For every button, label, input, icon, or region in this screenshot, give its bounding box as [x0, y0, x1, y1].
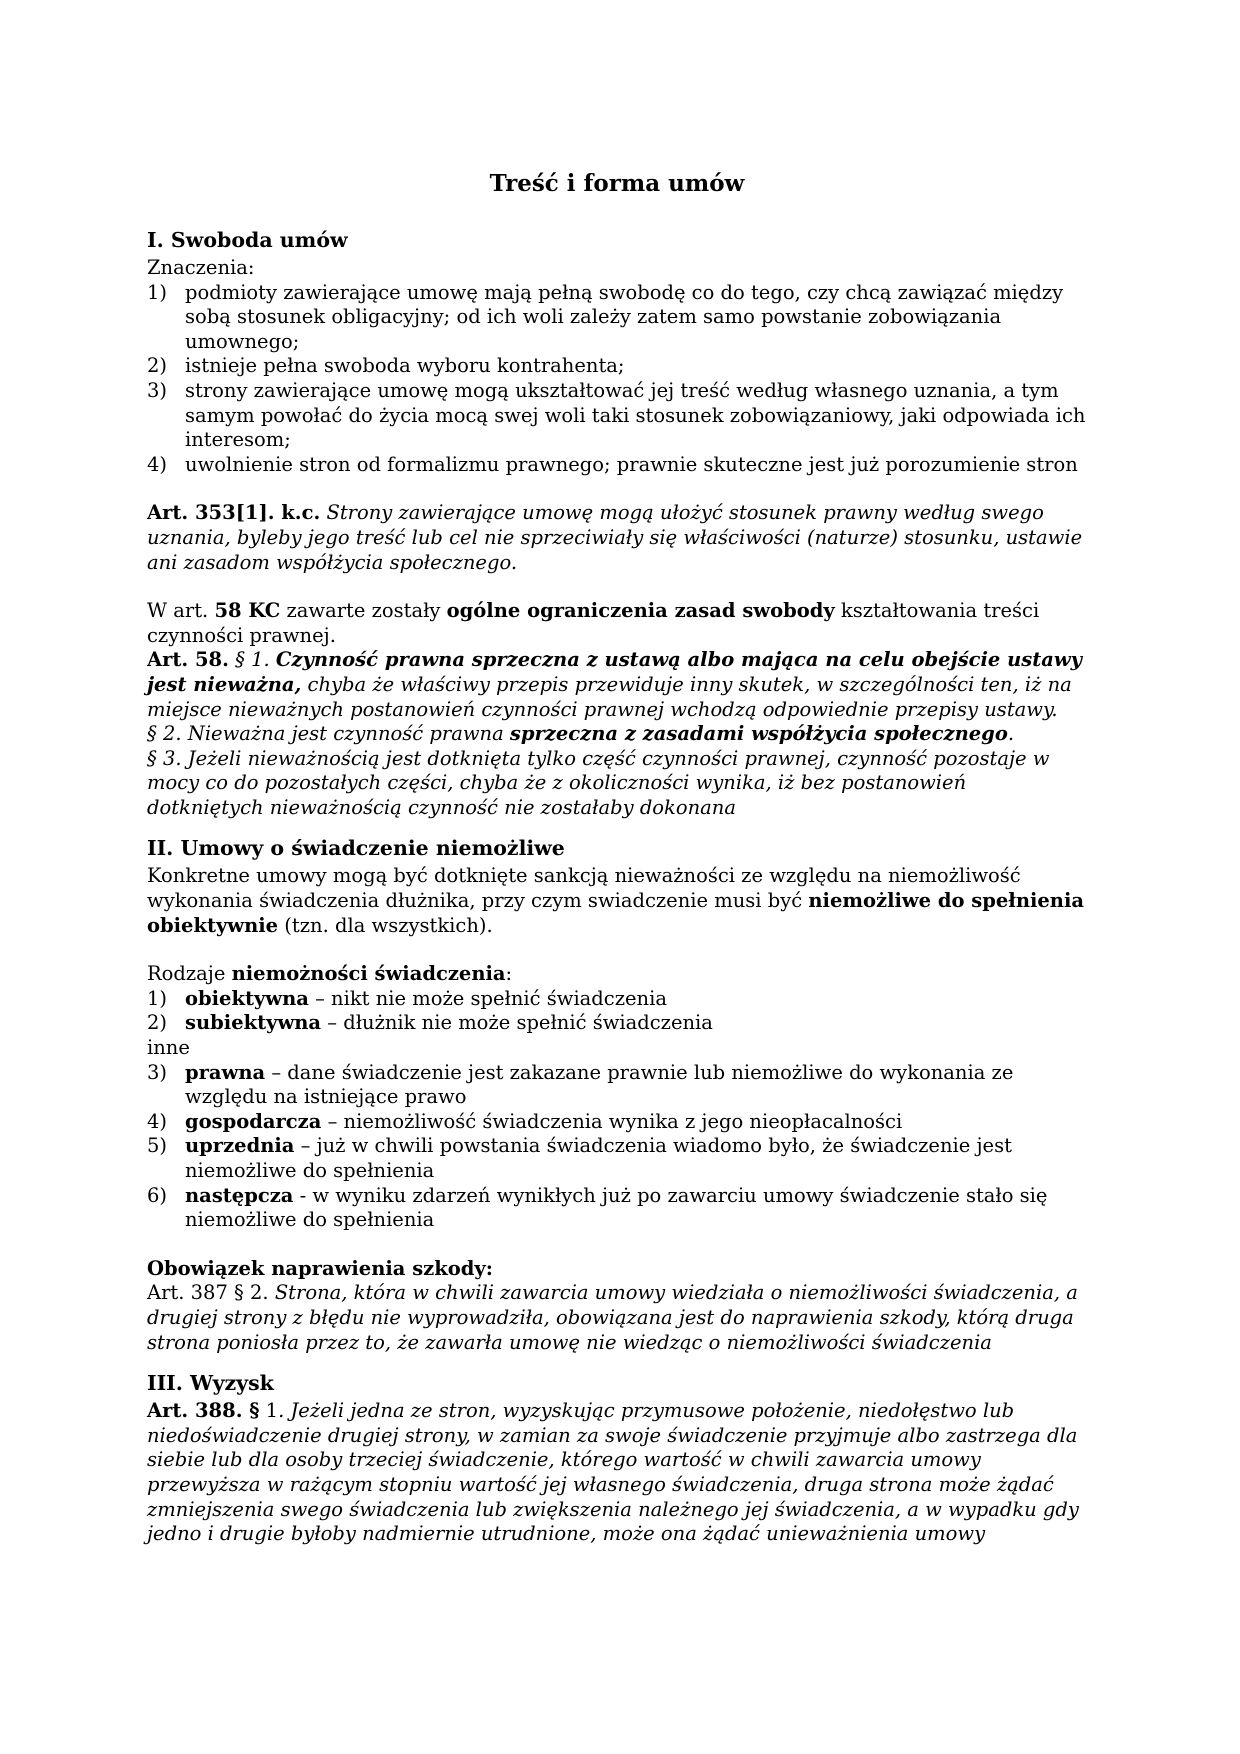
list-item [147, 453, 1087, 478]
text-fragment: : [505, 962, 513, 986]
list-number: 3) [147, 378, 168, 402]
text-fragment: niemożliwe do spełnienia obiektywnie [147, 889, 1085, 937]
list-number: 5) [147, 1134, 168, 1158]
list-number: 1) [147, 280, 168, 304]
list-item [147, 1061, 1087, 1110]
list-item [147, 1110, 1087, 1135]
document-page [147, 160, 1087, 1547]
list-item [147, 281, 1087, 355]
obowiazek-heading [147, 1257, 1087, 1282]
document-title: Treść i forma umów [489, 170, 745, 197]
list-text: uwolnienie stron od formalizmu prawnego; prawnie skuteczne jest już porozumienie stron [185, 452, 1078, 476]
text-fragment: kształtowania treści czynności prawnej. [147, 599, 1040, 647]
text-fragment: Obowiązek naprawienia szkody: [147, 1256, 493, 1280]
art-388-label: Art. 388. § [147, 1399, 260, 1423]
inne-label: inne [147, 1036, 190, 1060]
text-fragment: 58 KC [214, 599, 281, 623]
list-text: – dane świadczenie jest zakazane prawnie lub niemożliwe do wykonania ze względu na istniejące prawo [185, 1060, 1014, 1109]
list-number: 4) [147, 452, 168, 476]
list-number: 2) [147, 1011, 168, 1035]
list-term: uprzednia [185, 1134, 295, 1158]
intro-text: Znaczenia: [147, 256, 255, 279]
list-item [147, 354, 1087, 379]
list-number: 6) [147, 1183, 168, 1207]
art-58-par-1 [147, 648, 1087, 722]
list-number: 4) [147, 1109, 168, 1133]
text-fragment: zawarte zostały [286, 599, 441, 623]
meanings-list [147, 281, 1087, 478]
art-353-paragraph [147, 501, 1087, 575]
art-58-label: Art. 58. [147, 648, 229, 672]
list-text: - w wyniku zdarzeń wynikłych już po zawarciu umowy świadczenie stało się niemożliwe do spełnienia [185, 1183, 1048, 1232]
art-387-paragraph [147, 1281, 1087, 1355]
list-text: – dłużnik nie może spełnić świadczenia [327, 1011, 713, 1035]
list-text: strony zawierające umowę mogą ukształtować jej treść według własnego uznania, a tym samym powołać do życia mocą swej woli taki stosunek zobowiązaniowy, jaki odpowiada ich interesom; [185, 378, 1086, 452]
types-list-b [147, 1061, 1087, 1233]
list-term: gospodarcza [185, 1109, 322, 1133]
text-fragment: Czynność prawna sprzeczna z ustawą albo mająca na celu obejście ustawy jest nieważna, [147, 648, 1082, 696]
text-fragment: § 2. Nieważna jest czynność prawna [147, 722, 504, 746]
list-number: 2) [147, 354, 168, 378]
text-fragment: (tzn. dla wszystkich). [284, 913, 493, 937]
art-387-label: Art. 387 § 2. [147, 1281, 269, 1305]
list-text: – nikt nie może spełnić świadczenia [315, 986, 667, 1010]
section-heading-swoboda: I. Swoboda umów [147, 228, 348, 252]
list-item [147, 379, 1087, 453]
text-fragment: 1 [265, 1399, 279, 1423]
list-text: podmioty zawierające umowę mają pełną swobodę co do tego, czy chcą zawiązać między sobą stosunek obligacyjny; od ich woli zależy zatem samo powstanie zobowiązania umownego; [185, 280, 1064, 353]
list-term: prawna [185, 1060, 266, 1084]
text-fragment: Rodzaje [147, 962, 226, 986]
list-term: subiektywna [185, 1011, 322, 1035]
art-58-par-3: § 3. Jeżeli nieważnością jest dotknięta tylko część czynności prawnej, czynność pozostaje w mocy co do pozostałych części, chyba że z okoliczności wynika, iż bez postanowień dotkniętych nieważnością czynność nie zostałaby dokonana [147, 746, 1050, 819]
list-item [147, 1134, 1087, 1183]
list-item [147, 987, 1087, 1012]
section-heading-niemozliwe: II. Umowy o świadczenie niemożliwe [147, 836, 565, 861]
types-list-a [147, 987, 1087, 1036]
text-fragment: § 1. [235, 648, 270, 672]
text-fragment: W art. [147, 599, 209, 623]
types-intro [147, 962, 1087, 987]
list-number: 3) [147, 1060, 168, 1084]
art-353-text: Strony zawierające umowę mogą ułożyć stosunek prawny według swego uznania, byleby jego treść lub cel nie sprzeciwiały się właściwości (naturze) stosunku, ustawie ani zasadom współżycia społecznego. [147, 501, 1083, 574]
list-text: – już w chwili powstania świadczenia wiadomo było, że świadczenie jest niemożliwe do spełnienia [185, 1134, 1012, 1182]
art-388-text: . Jeżeli jedna ze stron, wyzyskując przymusowe położenie, niedołęstwo lub niedoświadczenie drugiej strony, w zamian za swoje świadczenie przyjmuje albo zastrzega dla siebie lub dla osoby trzeciej świadczenie, którego wartość w chwili zawarcia umowy przewyższa w rażącym stopniu wartość jej własnego świadczenia, druga strona może żądać zmniejszenia swego świadczenia lub zwiększenia należnego jej świadczenia, a w wypadku gdy jedno i drugie byłoby nadmiernie utrudnione, może ona żądać unieważnienia umowy [147, 1399, 1079, 1546]
art-387-text: Strona, która w chwili zawarcia umowy wiedziała o niemożliwości świadczenia, a drugiej strony z błędu nie wyprowadziła, obowiązana jest do naprawienia szkody, którą druga strona poniosła przez to, że zawarła umowę nie wiedząc o niemożliwości świadczenia [147, 1281, 1078, 1354]
text-fragment: niemożności świadczenia [231, 962, 506, 986]
art-353-label: Art. 353[1]. k.c. [147, 501, 321, 525]
text-fragment: chyba że właściwy przepis przewiduje inny skutek, w szczególności ten, iż na miejsce nieważnych postanowień czynności prawnej wchodzą odpowiednie przepisy ustawy. [147, 672, 1072, 721]
art-58-intro [147, 599, 1087, 648]
list-term: obiektywna [185, 986, 309, 1010]
text-fragment: ogólne ograniczenia zasad swobody [446, 599, 835, 623]
list-item [147, 1184, 1087, 1233]
text-fragment: sprzeczna z zasadami współżycia społecznego [509, 722, 1008, 746]
text-fragment: . [1007, 722, 1015, 746]
text-fragment: Konkretne umowy mogą być dotknięte sankcją nieważności ze względu na niemożliwość wykonania świadczenia dłużnika, przy czym swiadczenie musi być [147, 864, 1021, 913]
section-heading-wyzysk: III. Wyzysk [147, 1371, 274, 1396]
list-number: 1) [147, 986, 168, 1010]
list-text: – niemożliwość świadczenia wynika z jego nieopłacalności [327, 1109, 903, 1133]
section-2-intro [147, 864, 1087, 938]
list-term: następcza [185, 1183, 294, 1207]
list-item [147, 1011, 1087, 1036]
art-388-paragraph [147, 1399, 1087, 1547]
list-text: istnieje pełna swoboda wyboru kontrahenta; [185, 354, 625, 378]
art-58-par-2 [147, 722, 1087, 747]
